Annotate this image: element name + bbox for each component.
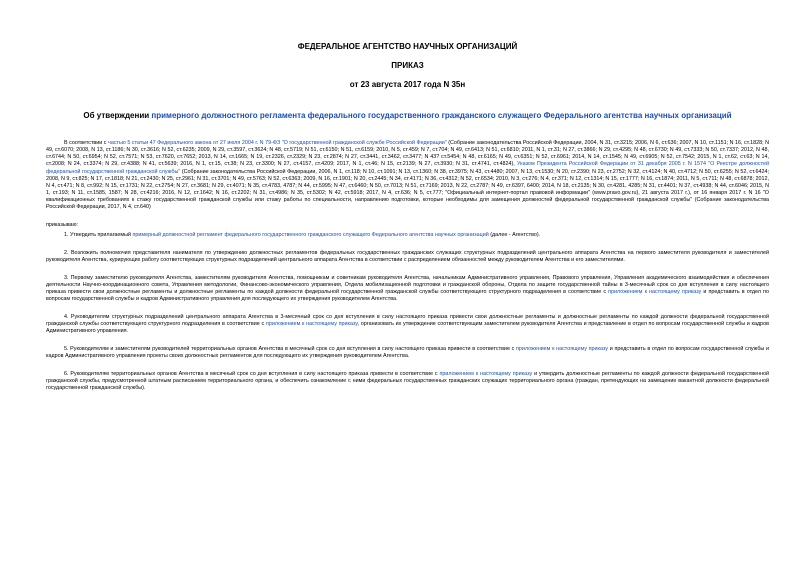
item-6-text-2: и утвердить должностные регламенты по каждой должности федеральной государственной гражданской службы, предусмотренной штатным расписанием территориального органа, и обеспечить ознакомление с ними федеральных государственных гражданских служащих территориального органа (граждан, претендующих на замещение вакантной должности федеральной государственной гражданской службы). xyxy=(46,370,769,391)
item-1 xyxy=(46,232,769,239)
item-5-text-1: 5. Руководителям и заместителям руководителей территориальных органов Агентства в месячный срок со дня вступления в силу настоящего приказа привести в соответствие с xyxy=(64,345,517,352)
order-word: приказываю: xyxy=(46,222,79,229)
item-1-regulation-link[interactable]: примерный должностной регламент федерального государственного гражданского служащего Федерального агентства научных организаций xyxy=(132,232,489,239)
item-3-text-1: 3. Первому заместителю руководителя Агентства, заместителям руководителя Агентства, помощникам и советникам руководителя Агентства, начальникам Административного управления, Правового управления, Управления академического взаимодействия и обеспечения деятельности Научно-координационного совета, Управления методологии, Финансово-экономического управления, Отдела мобилизационной подготовки и гражданской обороны, Отдела по защите государственной тайны в 3-месячный срок со дня вступления в силу настоящего приказа привести свои должностные регламенты и должностные регламенты по каждой должности федеральной государственной гражданской службы соответствующего структурного подразделения в соответствие с xyxy=(46,274,769,295)
item-2 xyxy=(46,250,769,264)
item-3-appendix-link[interactable]: приложением к настоящему приказу xyxy=(608,289,702,295)
item-5 xyxy=(46,346,769,360)
item-4-text-2: , организовать их утверждение соответствующим заместителем руководителя Агентства и представление в отдел по вопросам государственной службы и кадров Административного управления. xyxy=(46,320,769,335)
item-6-appendix-link[interactable]: приложением к настоящему приказу xyxy=(439,370,533,377)
preamble-text-3: (Собрание законодательства Российской Федерации, 2006, N 1, ст.118; N 10, ст.1091; N 13, ст.1360; N 38, ст.3975; N 43, ст.4480; 2007, N 13, ст.1530; N 20, ст.2390; N 23, ст.2752; N 32, ст.4124; N 40, ст.4712; N 50, ст.6255; N 52, ст.6424; 2008, N 9, ст.825; N 17, ст.1818; N 21, ст.2430; N 25, ст.2961; N 31, ст.3701; N 49, ст.5763; N 52, ст.6363; 2009, N 16, ст.1901; N 20, ст.2445; N 34, ст.4171; N 36, ст.4312; N 52, ст.6534; 2010, N 3, ст.276; N 4, ст.371; N 12, ст.1314; N 15, ст.1777; N 16, ст.1874; 2011, N 5, ст.711; N 48, ст.6878; 2012, N 4, ст.471; N 8, ст.992; N 15, ст.1731; N 22, ст.2754; N 27, ст.3681; N 29, ст.4071; N 35, ст.4783, 4787; N 44, ст.5995; N 47, ст.6460; N 50, ст.7013; N 51, ст.7169; 2013, N 22, ст.2787; N 49, ст.6397, 6400; 2014, N 18, ст.2135; N 30, ст.4281, 4285; N 31, ст.4401; N 37, ст.4938; N 44, ст.6046; 2015, N 1, ст.193; N 11, ст.1585, 1587; N 28, ст.4216; 2016, N 12, ст.1642; N 16, ст.2202; N 31, ст.4986; N 35, ст.5302; N 42, ст.5918; 2017, N 4, ст.636; N 5, ст.777; "Официальный интернет-портал правовой информации" (www.pravo.gov.ru), 21 августа 2017 г.), от 16 января 2017 г. N 16 "О квалификационных требованиях к стажу государственной гражданской службы или стажу работы по специальности, направлению подготовки, которые необходимы для замещения должностей федеральной государственной гражданской службы" (Собрание законодательства Российской Федерации, 2017, N 4, ст.640) xyxy=(46,168,769,211)
item-3-text-2: и представить в отдел по вопросам государственной службы и кадров Административного управления для последующего их утверждения руководителем Агентства. xyxy=(46,289,769,303)
preamble-text-2: (Собрание законодательства Российской Федерации, 2004, N 31, ст.3215; 2006, N 6, ст.636; 2007, N 10, ст.1151; N 16, ст.1828; N 49, ст.6070; 2008, N 13, ст.1186; N 30, ст.3616; N 52, ст.6235; 2009, N 29, ст.3597, ст.3624; N 48, ст.5719; N 51, ст.6150; N 51, ст.6159; 2010, N 5, ст.459; N 7, ст.704; N 49, ст.6413; N 51, ст.6810; 2011, N 1, ст.31; N 27, ст.3866; N 29, ст.4295; N 48, ст.6730; N 49, ст.7333; N 50, ст.7337; 2012, N 48, ст.6744; N 50, ст.6954; N 52, ст.7571; N 53, ст.7620, ст.7652; 2013, N 14, ст.1665; N 19, ст.2326, ст.2329; N 23, ст.2874; N 27, ст.3441, ст.3462, ст.3477; N 43? ст.5454; N 48, ст.6165; N 49, ст.6351; N 52, ст.6961; 2014, N 14, ст.1545; N 49, ст.6905; N 52, ст.7542; 2015, N 1, ст.62, ст.63; N 14, ст.2008; N 24, ст.3374; N 29, ст.4388; N 41, ст.5639; 2016, N 1, ст.15, ст.38; N 23, ст.3300; N 27, ст.4157, ст.4209; 2017, N 1, ст.46; N 15, ст.2139; N 27, ст.3930; N 31, ст.4741, ст.4824), xyxy=(46,140,769,168)
item-1-text-1: 1. Утвердить прилагаемый xyxy=(64,232,133,239)
title-link[interactable]: примерного должностного регламента федерального государственного гражданского служащего Федерального агентства научных организаций xyxy=(151,111,732,120)
item-4 xyxy=(46,314,769,335)
item-5-appendix-link[interactable]: приложением к настоящему приказу xyxy=(516,345,609,352)
item-2-text: 2. Возложить полномочия представителя нанимателя по утверждению должностных регламентов федеральных государственных гражданских служащих структурных подразделений центрального аппарата Агентства на первого заместителя руководителя и заместителей руководителя Агентства, курирующих работу соответствующих структурных подразделений центрального аппарата Агентства в соответствии с распределением обязанностей между руководителем Агентства и его заместителями. xyxy=(46,249,769,264)
item-1-text-2: (далее - Агентство). xyxy=(488,232,541,239)
item-4-appendix-link[interactable]: приложением к настоящему приказу xyxy=(265,320,358,327)
document-date-number: от 23 августа 2017 года N 35н xyxy=(349,80,466,89)
document-title xyxy=(46,111,769,121)
item-4-text-1: 4. Руководителям структурных подразделений центрального аппарата Агентства в 3-месячный срок со дня вступления в силу настоящего приказа привести свои должностные регламенты и должностные регламенты по каждой должности федеральной государственной гражданской службы соответствующего структурного подразделения в соответствие с xyxy=(46,313,769,327)
item-6-text-1: 6. Руководителям территориальных органов Агентства в месячный срок со дня вступления в силу настоящего приказа привести в соответствие с xyxy=(64,370,440,377)
item-5-text-2: и представить в отдел по вопросам государственной службы и кадров Административного управления проекты своих должностных регламентов для последующего их утверждения руководителем Агентства. xyxy=(46,345,769,359)
preamble-text-1: В соответствии с xyxy=(64,140,109,146)
presidential-decree-link[interactable]: Указом Президента Российской Федерации от 31 декабря 2005 г. N 1574 "О Реестре должностей федеральной государственной гражданской службы" xyxy=(46,161,770,175)
preamble-paragraph xyxy=(46,140,769,212)
title-prefix: Об утверждении xyxy=(83,111,152,120)
law-79fz-link[interactable]: частью 5 статьи 47 Федерального закона от 27 июля 2004 г. N 79-ФЗ "О государственной гражданской службе Российской Федерации" xyxy=(108,140,447,146)
agency-name: ФЕДЕРАЛЬНОЕ АГЕНТСТВО НАУЧНЫХ ОРГАНИЗАЦИЙ xyxy=(297,42,518,51)
document-type: ПРИКАЗ xyxy=(391,61,424,70)
item-3 xyxy=(46,275,769,304)
item-6 xyxy=(46,371,769,392)
